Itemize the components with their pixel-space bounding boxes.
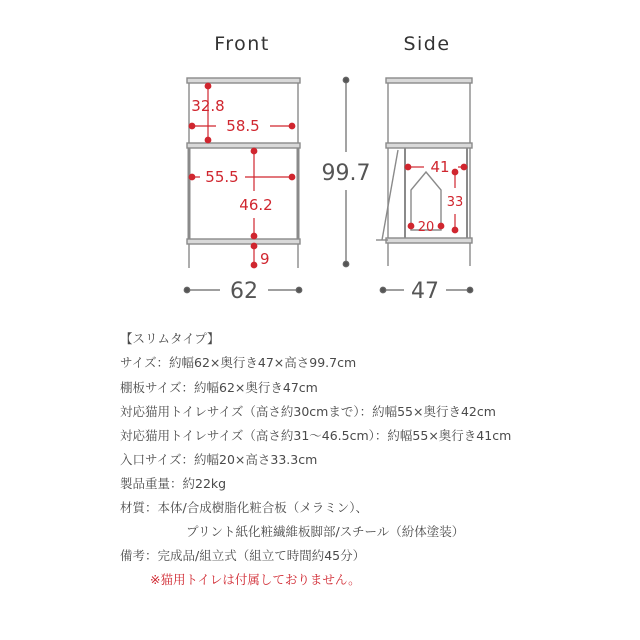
spec-shelf-size: 棚板サイズ：約幅62×奥行き47cm bbox=[120, 380, 318, 395]
label-top-shelf-width: 58.5 bbox=[226, 117, 260, 135]
label-inner-depth: 41 bbox=[430, 158, 450, 176]
dim-dot bbox=[289, 123, 295, 129]
side-shelf-board bbox=[386, 143, 472, 148]
spec-note: ※猫用トイレは付属しておりません。 bbox=[150, 572, 361, 587]
dim-dot bbox=[189, 123, 195, 129]
label-bottom-clearance: 9 bbox=[260, 250, 270, 268]
front-view-title: Front bbox=[214, 33, 270, 55]
spec-remarks: 備考：完成品/組立式（組立て時間約45分） bbox=[120, 548, 366, 563]
label-total-depth: 47 bbox=[411, 279, 439, 304]
side-top-board bbox=[386, 78, 472, 83]
dim-dot bbox=[205, 137, 211, 143]
spec-weight: 製品重量：約22kg bbox=[120, 476, 227, 491]
dim-dot bbox=[251, 243, 257, 249]
front-shelf-board bbox=[187, 143, 300, 148]
dim-dot bbox=[251, 262, 257, 268]
dim-dot bbox=[189, 174, 195, 180]
dim-dot bbox=[289, 174, 295, 180]
front-top-board bbox=[187, 78, 300, 83]
label-total-height: 99.7 bbox=[321, 161, 371, 186]
spec-material-2: プリント紙化粧繊維板脚部/スチール（紛体塗装） bbox=[186, 524, 465, 539]
side-bottom-board bbox=[386, 238, 472, 243]
label-lower-interior-width: 55.5 bbox=[205, 168, 239, 186]
label-entrance-width: 20 bbox=[417, 220, 435, 235]
label-top-opening-height: 32.8 bbox=[191, 97, 225, 115]
side-door-hinge bbox=[382, 150, 398, 240]
dim-dot bbox=[251, 233, 257, 239]
front-bottom-board bbox=[187, 239, 300, 244]
spec-toilet-size-1: 対応猫用トイレサイズ（高さ約30cmまで）：約幅55×奥行き42cm bbox=[120, 404, 496, 419]
label-entrance-height: 33 bbox=[446, 195, 464, 210]
dim-dot bbox=[205, 83, 211, 89]
spec-material-1: 材質：本体/合成樹脂化粧合板（メラミン）、 bbox=[120, 500, 368, 515]
label-total-width: 62 bbox=[230, 279, 258, 304]
side-view-title: Side bbox=[403, 33, 451, 55]
dim-dot bbox=[251, 148, 257, 154]
spec-heading: 【スリムタイプ】 bbox=[120, 331, 220, 346]
spec-entrance-size: 入口サイズ：約幅20×高さ33.3cm bbox=[120, 452, 318, 467]
spec-size: サイズ：約幅62×奥行き47×高さ99.7cm bbox=[120, 355, 357, 370]
label-lower-interior-height: 46.2 bbox=[239, 196, 273, 214]
spec-toilet-size-2: 対応猫用トイレサイズ（高さ約31～46.5cm）：約幅55×奥行き41cm bbox=[120, 428, 512, 443]
